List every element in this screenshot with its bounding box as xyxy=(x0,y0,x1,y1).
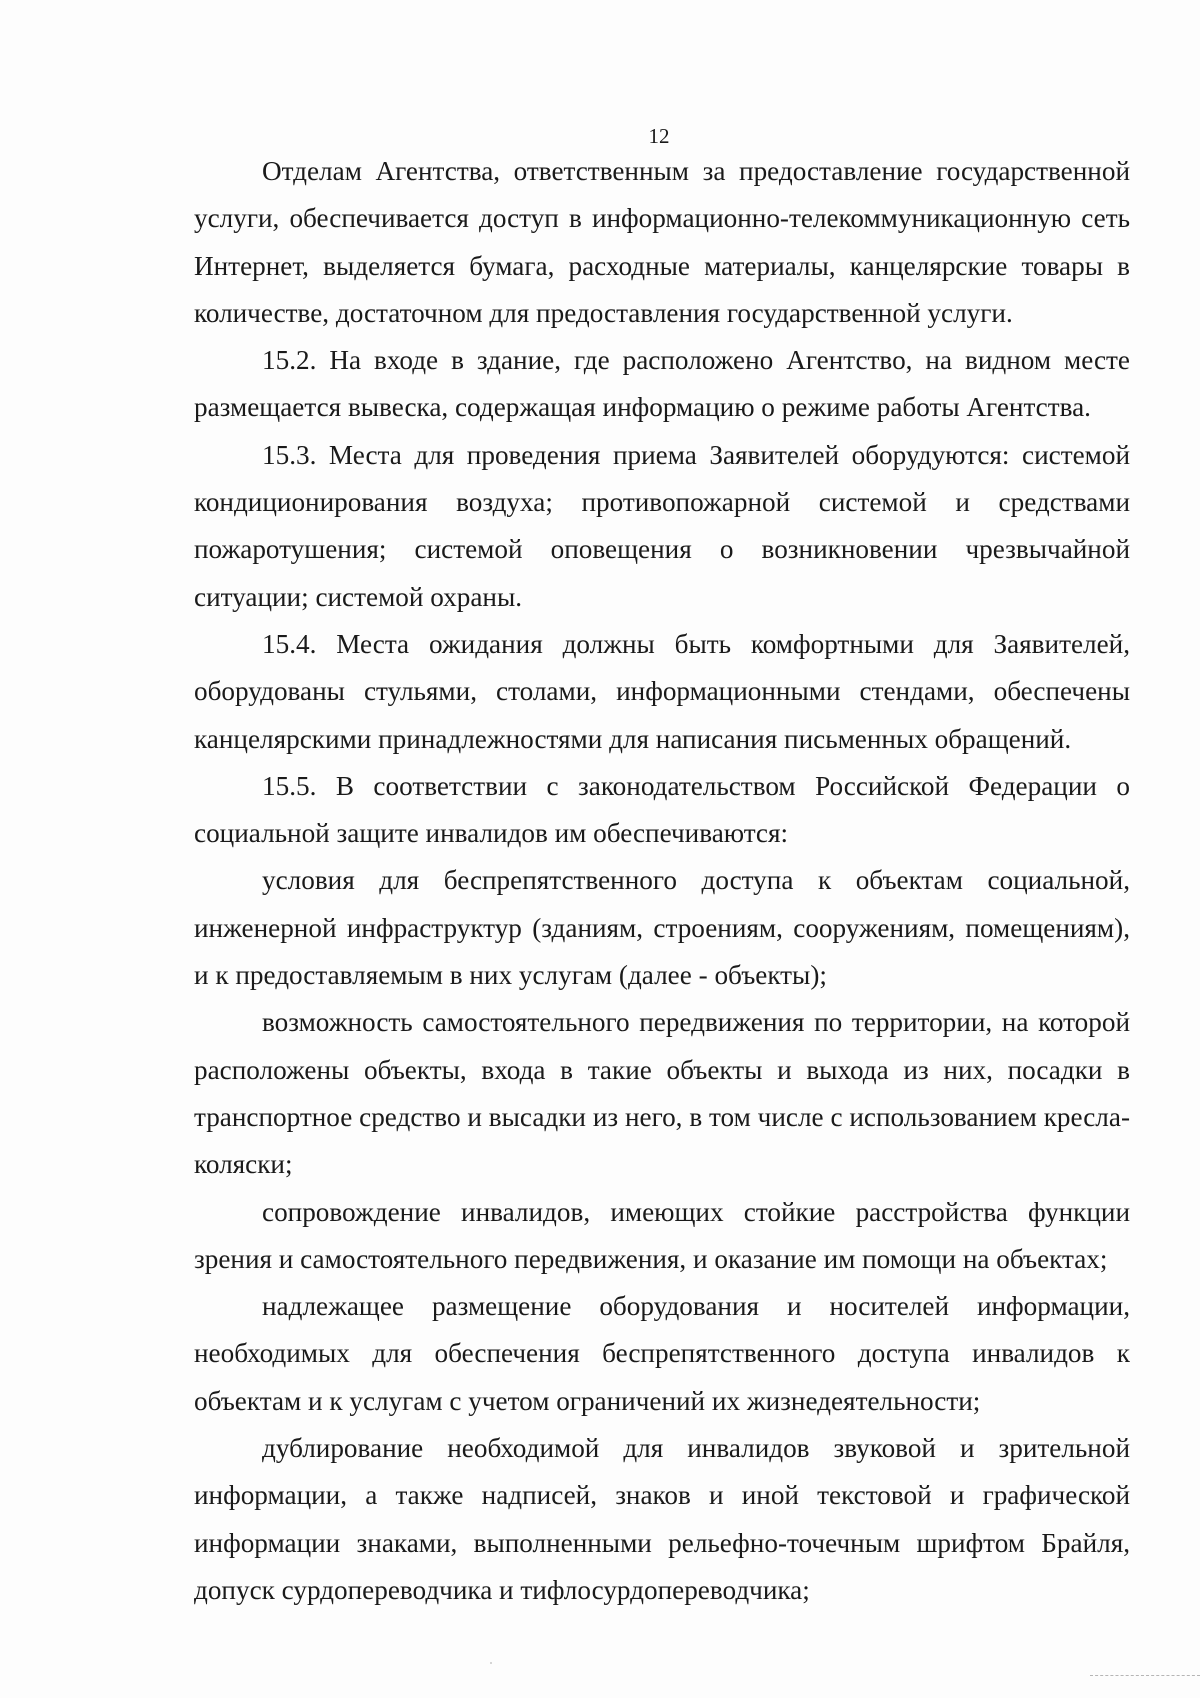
paragraph: 15.2. На входе в здание, где расположено Агентство, на видном месте размещается вывеска, содержащая информацию о режиме работы Агентства. xyxy=(194,345,1130,423)
scan-speck xyxy=(490,1662,492,1664)
paragraph: Отделам Агентства, ответственным за предоставление государственной услуги, обеспечивается доступ в информационно-телекоммуникационную сеть Интернет, выделяется бумага, расходные материалы, канцелярские товары в количестве, достаточном для предоставления государственной услуги. xyxy=(194,156,1130,328)
scan-edge-mark xyxy=(1090,1675,1200,1676)
paragraph: 15.3. Места для проведения приема Заявителей оборудуются: системой кондиционирования воздуха; противопожарной системой и средствами пожаротушения; системой оповещения о возникновении чрезвычайной ситуации; системой охраны. xyxy=(194,439,1130,612)
paragraph: сопровождение инвалидов, имеющих стойкие расстройства функции зрения и самостоятельного передвижения, и оказание им помощи на объектах; xyxy=(194,1196,1130,1274)
paragraph: надлежащее размещение оборудования и носителей информации, необходимых для обеспечения беспрепятственного доступа инвалидов к объектам и к услугам с учетом ограничений их жизнедеятельности; xyxy=(194,1291,1130,1416)
paragraph: условия для беспрепятственного доступа к объектам социальной, инженерной инфраструктур (зданиям, строениям, сооружениям, помещениям), и к предоставляемым в них услугам (далее - объекты); xyxy=(194,865,1130,991)
document-body xyxy=(194,148,1130,1614)
paragraph: дублирование необходимой для инвалидов звуковой и зрительной информации, а также надписей, знаков и иной текстовой и графической информации знаками, выполненными рельефно-точечным шрифтом Брайля, допуск сурдопереводчика и тифлосурдопереводчика; xyxy=(194,1433,1130,1605)
paragraph: 15.4. Места ожидания должны быть комфортными для Заявителей, оборудованы стульями, столами, информационными стендами, обеспечены канцелярскими принадлежностями для написания письменных обращений. xyxy=(194,628,1130,754)
page-number: 12 xyxy=(648,124,670,148)
paragraph: возможность самостоятельного передвижения по территории, на которой расположены объекты, входа в такие объекты и выхода из них, посадки в транспортное средство и высадки из него, в том числе с использованием кресла-коляски; xyxy=(194,1007,1130,1180)
paragraph: 15.5. В соответствии с законодательством Российской Федерации о социальной защите инвалидов им обеспечиваются: xyxy=(194,770,1130,849)
